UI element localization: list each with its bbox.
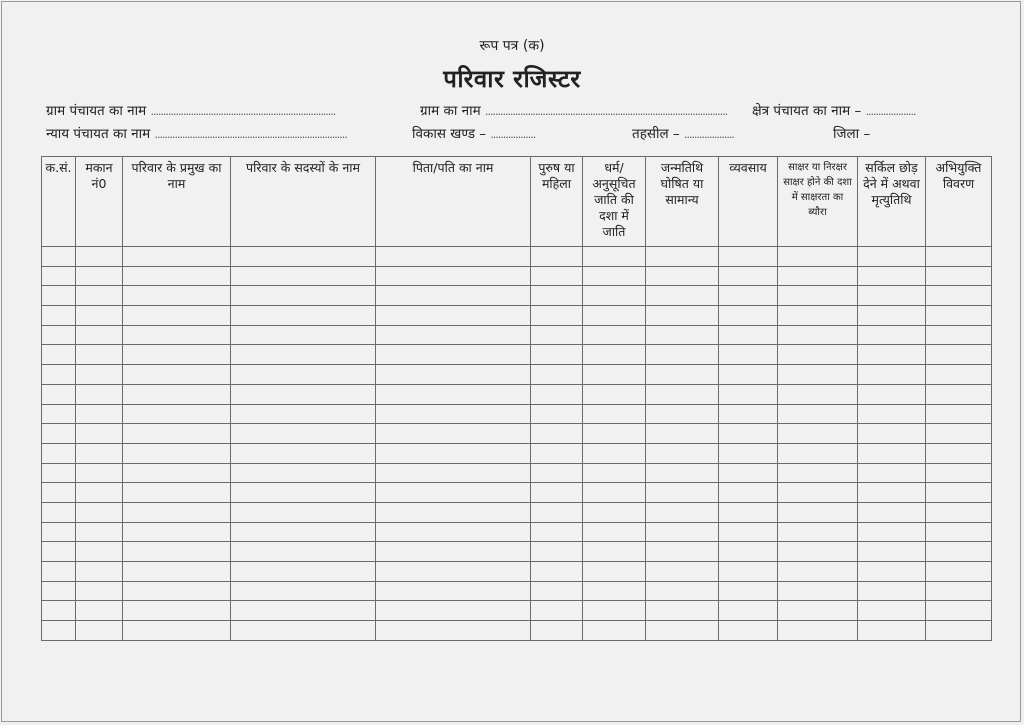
table-cell[interactable] [531, 266, 583, 286]
table-cell[interactable] [583, 404, 646, 424]
table-cell[interactable] [583, 522, 646, 542]
table-cell[interactable] [531, 424, 583, 444]
table-cell[interactable] [719, 306, 778, 326]
table-cell[interactable] [531, 542, 583, 562]
kshetra-panchayat-blank[interactable]: .................... [865, 105, 916, 118]
table-cell[interactable] [531, 562, 583, 582]
gram-panchayat-field [46, 101, 335, 119]
column-header: व्यवसाय [719, 157, 778, 247]
table-cell[interactable] [76, 621, 123, 641]
table-cell[interactable] [376, 502, 531, 522]
table-cell[interactable] [231, 463, 376, 483]
table-cell[interactable] [376, 306, 531, 326]
table-cell[interactable] [42, 522, 76, 542]
table-cell[interactable] [858, 581, 926, 601]
table-cell[interactable] [123, 502, 231, 522]
table-cell[interactable] [123, 542, 231, 562]
table-cell[interactable] [231, 581, 376, 601]
table-cell[interactable] [583, 266, 646, 286]
table-cell[interactable] [123, 522, 231, 542]
table-cell[interactable] [858, 601, 926, 621]
table-cell[interactable] [646, 483, 719, 503]
table-cell[interactable] [531, 345, 583, 365]
table-cell[interactable] [719, 286, 778, 306]
table-cell[interactable] [778, 601, 858, 621]
table-cell[interactable] [646, 522, 719, 542]
table-cell[interactable] [646, 502, 719, 522]
table-cell[interactable] [76, 365, 123, 385]
table-cell[interactable] [646, 286, 719, 306]
table-cell[interactable] [583, 601, 646, 621]
table-cell[interactable] [123, 365, 231, 385]
column-header: क.सं. [42, 157, 76, 247]
table-cell[interactable] [858, 483, 926, 503]
table-cell[interactable] [646, 581, 719, 601]
table-cell[interactable] [778, 424, 858, 444]
table-cell[interactable] [376, 542, 531, 562]
table-cell[interactable] [583, 325, 646, 345]
table-cell[interactable] [858, 345, 926, 365]
table-cell[interactable] [42, 621, 76, 641]
vikas-khand-label: विकास खण्ड – [412, 126, 487, 142]
table-cell[interactable] [231, 266, 376, 286]
table-cell[interactable] [583, 502, 646, 522]
table-cell[interactable] [376, 424, 531, 444]
column-header: जन्मतिथि घोषित या सामान्य [646, 157, 719, 247]
table-cell[interactable] [719, 247, 778, 267]
table-cell[interactable] [926, 247, 992, 267]
table-cell[interactable] [719, 542, 778, 562]
table-cell[interactable] [778, 365, 858, 385]
table-cell[interactable] [646, 463, 719, 483]
table-cell[interactable] [76, 247, 123, 267]
table-row [42, 443, 992, 463]
table-cell[interactable] [76, 581, 123, 601]
table-cell[interactable] [531, 404, 583, 424]
table-cell[interactable] [646, 562, 719, 582]
gram-panchayat-label: ग्राम पंचायत का नाम [46, 103, 147, 119]
table-cell[interactable] [778, 266, 858, 286]
table-cell[interactable] [719, 522, 778, 542]
table-cell[interactable] [531, 247, 583, 267]
table-cell[interactable] [583, 247, 646, 267]
table-cell[interactable] [231, 562, 376, 582]
table-cell[interactable] [646, 542, 719, 562]
table-cell[interactable] [76, 266, 123, 286]
table-cell[interactable] [583, 463, 646, 483]
table-cell[interactable] [42, 581, 76, 601]
table-cell[interactable] [926, 542, 992, 562]
table-cell[interactable] [858, 384, 926, 404]
table-row [42, 562, 992, 582]
table-cell[interactable] [719, 404, 778, 424]
table-cell[interactable] [123, 483, 231, 503]
table-cell[interactable] [778, 404, 858, 424]
table-cell[interactable] [719, 365, 778, 385]
table-row [42, 365, 992, 385]
table-cell[interactable] [231, 483, 376, 503]
table-cell[interactable] [42, 266, 76, 286]
table-cell[interactable] [123, 325, 231, 345]
table-cell[interactable] [231, 365, 376, 385]
table-cell[interactable] [123, 463, 231, 483]
table-cell[interactable] [778, 325, 858, 345]
table-cell[interactable] [123, 345, 231, 365]
table-cell[interactable] [376, 443, 531, 463]
vikas-khand-blank[interactable]: .................. [490, 128, 536, 141]
nyay-panchayat-field [46, 124, 347, 142]
page-title: परिवार रजिस्टर [443, 65, 581, 93]
table-cell[interactable] [376, 621, 531, 641]
table-cell[interactable] [719, 483, 778, 503]
table-cell[interactable] [926, 463, 992, 483]
table-cell[interactable] [858, 463, 926, 483]
table-cell[interactable] [926, 621, 992, 641]
table-cell[interactable] [123, 286, 231, 306]
table-cell[interactable] [926, 424, 992, 444]
table-cell[interactable] [376, 562, 531, 582]
table-cell[interactable] [926, 384, 992, 404]
table-cell[interactable] [583, 286, 646, 306]
table-cell[interactable] [123, 266, 231, 286]
table-cell[interactable] [123, 424, 231, 444]
table-cell[interactable] [76, 483, 123, 503]
table-cell[interactable] [778, 581, 858, 601]
table-row [42, 424, 992, 444]
table-cell[interactable] [778, 247, 858, 267]
table-row [42, 463, 992, 483]
table-cell[interactable] [646, 621, 719, 641]
table-cell[interactable] [719, 345, 778, 365]
table-cell[interactable] [778, 522, 858, 542]
table-cell[interactable] [42, 601, 76, 621]
table-cell[interactable] [858, 286, 926, 306]
table-cell[interactable] [719, 502, 778, 522]
table-row [42, 345, 992, 365]
table-cell[interactable] [858, 266, 926, 286]
table-cell[interactable] [926, 601, 992, 621]
tehsil-blank[interactable]: .................... [683, 128, 734, 141]
table-cell[interactable] [719, 581, 778, 601]
table-cell[interactable] [231, 621, 376, 641]
table-cell[interactable] [719, 463, 778, 483]
column-header: परिवार के सदस्यों के नाम [231, 157, 376, 247]
table-cell[interactable] [123, 621, 231, 641]
table-row [42, 286, 992, 306]
table-cell[interactable] [123, 562, 231, 582]
family-register-table [41, 156, 992, 641]
table-cell[interactable] [778, 306, 858, 326]
column-header: अभियुक्ति विवरण [926, 157, 992, 247]
table-cell[interactable] [231, 443, 376, 463]
table-cell[interactable] [646, 325, 719, 345]
table-cell[interactable] [231, 542, 376, 562]
table-cell[interactable] [123, 404, 231, 424]
table-cell[interactable] [531, 384, 583, 404]
table-cell[interactable] [42, 483, 76, 503]
table-cell[interactable] [719, 325, 778, 345]
table-cell[interactable] [926, 325, 992, 345]
table-cell[interactable] [123, 601, 231, 621]
table-cell[interactable] [583, 384, 646, 404]
table-body [42, 247, 992, 641]
table-cell[interactable] [231, 325, 376, 345]
table-cell[interactable] [123, 247, 231, 267]
table-cell[interactable] [76, 443, 123, 463]
table-cell[interactable] [583, 621, 646, 641]
table-cell[interactable] [719, 562, 778, 582]
table-cell[interactable] [376, 601, 531, 621]
table-cell[interactable] [42, 502, 76, 522]
table-cell[interactable] [926, 365, 992, 385]
table-cell[interactable] [531, 365, 583, 385]
table-cell[interactable] [926, 306, 992, 326]
kshetra-panchayat-label: क्षेत्र पंचायत का नाम – [752, 103, 862, 119]
table-cell[interactable] [42, 345, 76, 365]
table-cell[interactable] [376, 463, 531, 483]
table-cell[interactable] [42, 286, 76, 306]
column-header: साक्षर या निरक्षर साक्षर होने की दशा में साक्षरता का ब्यौरा [778, 157, 858, 247]
nyay-panchayat-label: न्याय पंचायत का नाम [46, 126, 151, 142]
table-cell[interactable] [531, 621, 583, 641]
table-cell[interactable] [583, 542, 646, 562]
table-cell[interactable] [646, 404, 719, 424]
table-cell[interactable] [376, 345, 531, 365]
table-cell[interactable] [231, 384, 376, 404]
table-cell[interactable] [778, 384, 858, 404]
table-cell[interactable] [231, 306, 376, 326]
gram-label: ग्राम का नाम [420, 103, 481, 119]
table-cell[interactable] [719, 384, 778, 404]
table-cell[interactable] [42, 306, 76, 326]
table-cell[interactable] [42, 443, 76, 463]
table-cell[interactable] [858, 621, 926, 641]
table-cell[interactable] [531, 581, 583, 601]
table-cell[interactable] [778, 345, 858, 365]
table-cell[interactable] [531, 463, 583, 483]
table-cell[interactable] [231, 286, 376, 306]
table-header-row [42, 157, 992, 247]
table-cell[interactable] [583, 562, 646, 582]
table-cell[interactable] [778, 443, 858, 463]
table-cell[interactable] [858, 404, 926, 424]
table-cell[interactable] [123, 306, 231, 326]
table-cell[interactable] [123, 581, 231, 601]
table-cell[interactable] [42, 365, 76, 385]
table-cell[interactable] [76, 522, 123, 542]
table-row [42, 502, 992, 522]
table-cell[interactable] [76, 306, 123, 326]
table-cell[interactable] [858, 522, 926, 542]
table-cell[interactable] [583, 424, 646, 444]
table-row [42, 404, 992, 424]
table-cell[interactable] [926, 443, 992, 463]
table-cell[interactable] [858, 306, 926, 326]
table-row [42, 581, 992, 601]
table-cell[interactable] [531, 286, 583, 306]
table-cell[interactable] [646, 601, 719, 621]
table-cell[interactable] [231, 424, 376, 444]
table-cell[interactable] [583, 306, 646, 326]
table-cell[interactable] [376, 325, 531, 345]
table-cell[interactable] [719, 266, 778, 286]
table-cell[interactable] [76, 384, 123, 404]
column-header: पिता/पति का नाम [376, 157, 531, 247]
table-cell[interactable] [646, 424, 719, 444]
form-id [0, 36, 1024, 55]
table-cell[interactable] [646, 266, 719, 286]
table-cell[interactable] [531, 443, 583, 463]
table-cell[interactable] [76, 424, 123, 444]
table-cell[interactable] [531, 483, 583, 503]
table-cell[interactable] [42, 325, 76, 345]
zila-label: जिला – [833, 126, 871, 142]
table-cell[interactable] [646, 247, 719, 267]
table-cell[interactable] [531, 601, 583, 621]
table-cell[interactable] [231, 502, 376, 522]
column-header: पुरुष या महिला [531, 157, 583, 247]
table-row [42, 601, 992, 621]
table-cell[interactable] [376, 365, 531, 385]
table-cell[interactable] [719, 443, 778, 463]
column-header: सर्किल छोड़ देने में अथवा मृत्युतिथि [858, 157, 926, 247]
table-cell[interactable] [778, 463, 858, 483]
table-cell[interactable] [778, 502, 858, 522]
tehsil-label: तहसील – [632, 126, 680, 142]
table-cell[interactable] [926, 562, 992, 582]
nyay-panchayat-blank[interactable]: ............................................................................. [154, 128, 347, 141]
table-cell[interactable] [376, 404, 531, 424]
table-cell[interactable] [583, 365, 646, 385]
table-cell[interactable] [42, 247, 76, 267]
kshetra-panchayat-field [752, 101, 915, 119]
table-cell[interactable] [926, 286, 992, 306]
table-cell[interactable] [926, 483, 992, 503]
table-cell[interactable] [76, 601, 123, 621]
table-cell[interactable] [123, 384, 231, 404]
table-cell[interactable] [719, 621, 778, 641]
table-cell[interactable] [858, 562, 926, 582]
zila-field [833, 124, 870, 142]
table-cell[interactable] [858, 247, 926, 267]
gram-panchayat-blank[interactable]: .......................................................................... [150, 105, 336, 118]
table-cell[interactable] [858, 424, 926, 444]
form-id-text: रूप पत्र (क) [479, 38, 545, 54]
table-cell[interactable] [376, 266, 531, 286]
gram-blank[interactable]: ................................................................................................. [485, 105, 728, 118]
table-row [42, 483, 992, 503]
table-cell[interactable] [778, 562, 858, 582]
table-cell[interactable] [42, 562, 76, 582]
vikas-khand-field [412, 124, 535, 142]
table-cell[interactable] [583, 443, 646, 463]
table-cell[interactable] [231, 522, 376, 542]
table-cell[interactable] [531, 325, 583, 345]
table-row [42, 306, 992, 326]
table-row [42, 266, 992, 286]
table-cell[interactable] [858, 542, 926, 562]
table-cell[interactable] [531, 522, 583, 542]
table-row [42, 542, 992, 562]
table-cell[interactable] [646, 384, 719, 404]
table-row [42, 325, 992, 345]
table-cell[interactable] [858, 365, 926, 385]
table-cell[interactable] [76, 286, 123, 306]
column-header: धर्म/ अनुसूचित जाति की दशा में जाति [583, 157, 646, 247]
table-cell[interactable] [926, 404, 992, 424]
table-row [42, 384, 992, 404]
gram-field [420, 101, 727, 119]
table-cell[interactable] [583, 581, 646, 601]
table-cell[interactable] [719, 424, 778, 444]
table-cell[interactable] [858, 325, 926, 345]
table-cell[interactable] [858, 443, 926, 463]
table-cell[interactable] [42, 404, 76, 424]
table-cell[interactable] [376, 581, 531, 601]
column-header: मकान नं0 [76, 157, 123, 247]
table-cell[interactable] [76, 325, 123, 345]
table-cell[interactable] [376, 384, 531, 404]
table-cell[interactable] [778, 286, 858, 306]
table-cell[interactable] [646, 365, 719, 385]
table-cell[interactable] [376, 522, 531, 542]
table-cell[interactable] [123, 443, 231, 463]
table-cell[interactable] [376, 286, 531, 306]
table-cell[interactable] [926, 345, 992, 365]
table-cell[interactable] [926, 581, 992, 601]
table-cell[interactable] [926, 266, 992, 286]
table-row [42, 522, 992, 542]
table-cell[interactable] [42, 384, 76, 404]
table-row [42, 247, 992, 267]
table-cell[interactable] [231, 404, 376, 424]
table-cell[interactable] [778, 621, 858, 641]
table-cell[interactable] [646, 443, 719, 463]
table-row [42, 621, 992, 641]
table-cell[interactable] [583, 483, 646, 503]
table-cell[interactable] [76, 502, 123, 522]
table-cell[interactable] [76, 562, 123, 582]
table-cell[interactable] [376, 483, 531, 503]
column-header: परिवार के प्रमुख का नाम [123, 157, 231, 247]
table-cell[interactable] [42, 542, 76, 562]
table-cell[interactable] [926, 522, 992, 542]
table-cell[interactable] [76, 542, 123, 562]
table-cell[interactable] [926, 502, 992, 522]
table-cell[interactable] [531, 306, 583, 326]
table-cell[interactable] [42, 463, 76, 483]
table-cell[interactable] [646, 306, 719, 326]
tehsil-field [632, 124, 734, 142]
table-cell[interactable] [858, 502, 926, 522]
table-cell[interactable] [583, 345, 646, 365]
table-cell[interactable] [778, 542, 858, 562]
table-cell[interactable] [231, 345, 376, 365]
table-cell[interactable] [778, 483, 858, 503]
table-cell[interactable] [76, 463, 123, 483]
table-cell[interactable] [231, 601, 376, 621]
table-cell[interactable] [231, 247, 376, 267]
table-cell[interactable] [76, 404, 123, 424]
table-cell[interactable] [76, 345, 123, 365]
table-cell[interactable] [531, 502, 583, 522]
table-cell[interactable] [646, 345, 719, 365]
table-cell[interactable] [376, 247, 531, 267]
table-cell[interactable] [719, 601, 778, 621]
table-cell[interactable] [42, 424, 76, 444]
